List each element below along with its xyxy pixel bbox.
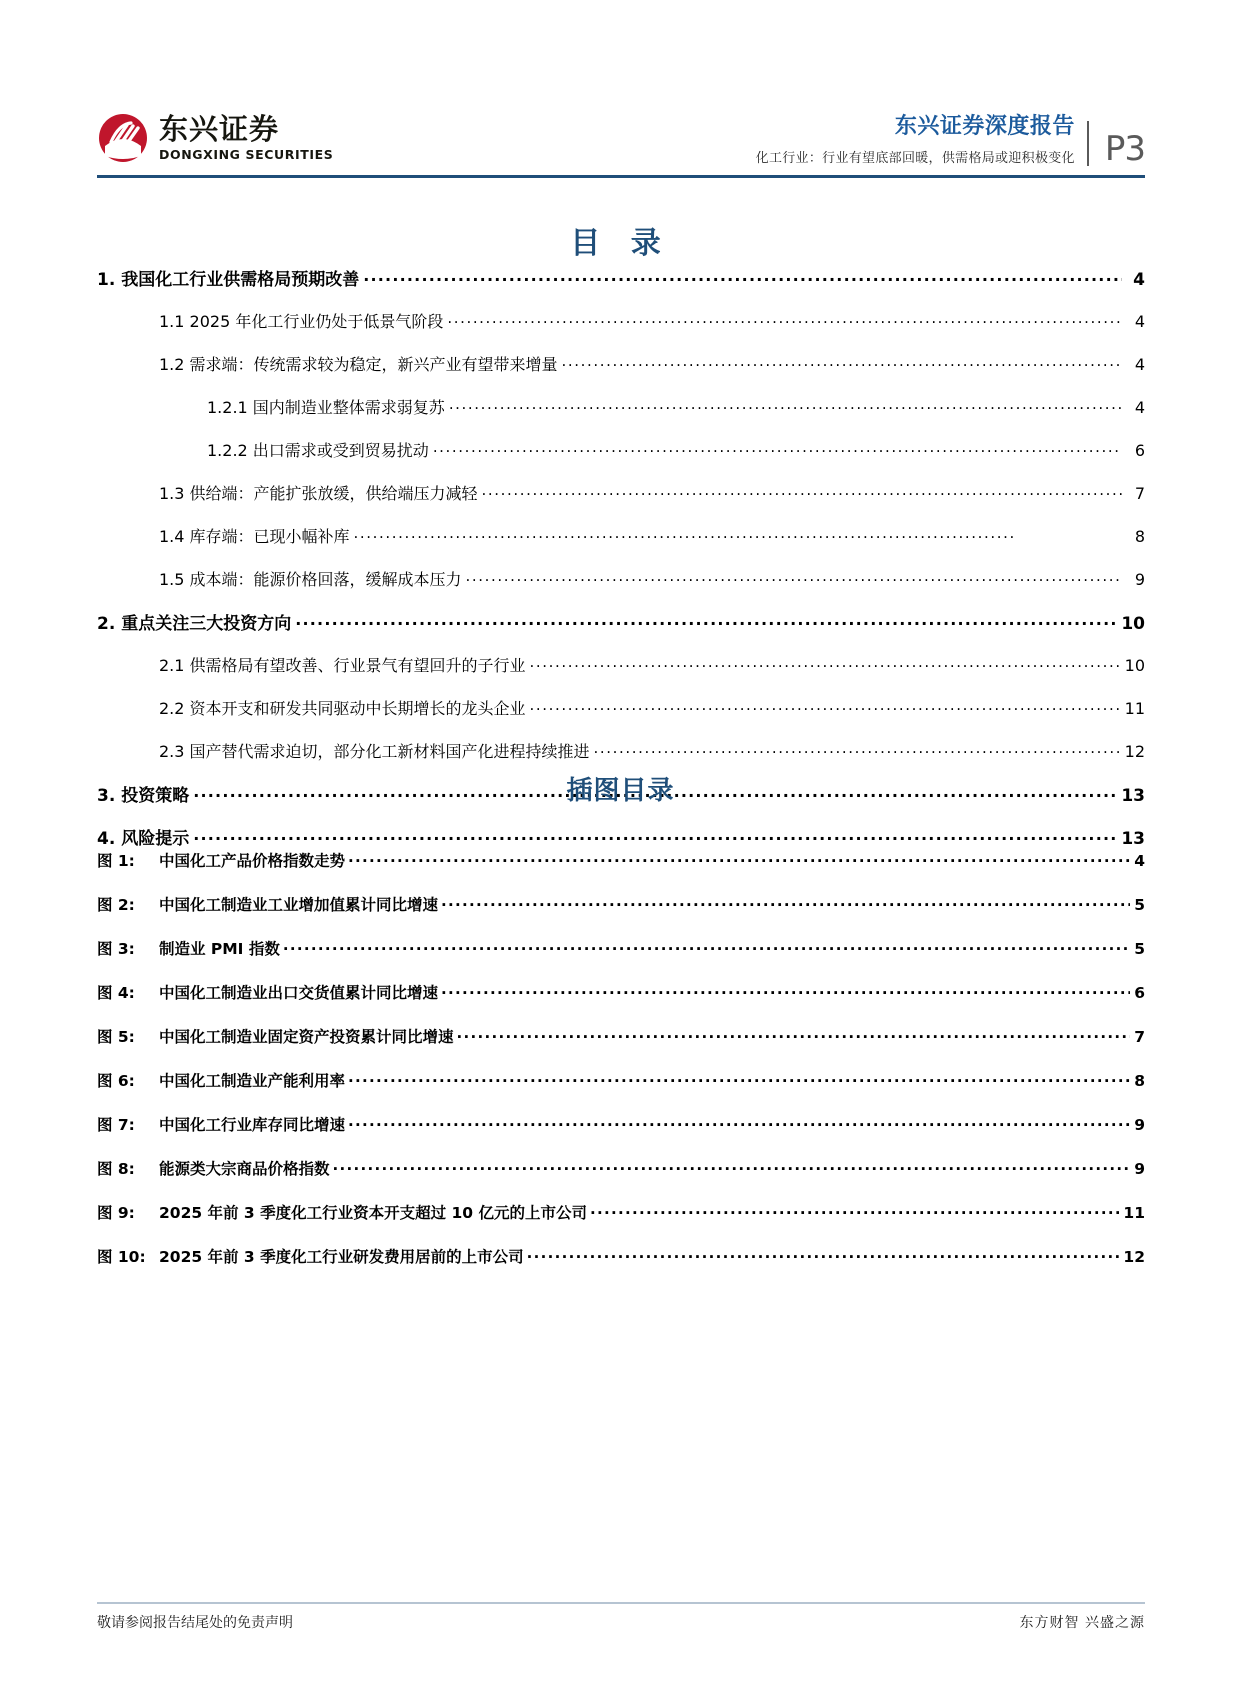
figure-entry-number: 图 10: [97,1247,146,1266]
figure-list-entry[interactable] [97,1158,1145,1177]
toc-entry-label: 1. 我国化工行业供需格局预期改善 [97,270,360,290]
toc-entry-label: 4. 风险提示 [97,829,190,849]
company-logo [97,112,333,168]
brand-wordmark [159,111,334,162]
figure-entry-page: 8 [1134,1071,1145,1090]
toc-entry[interactable] [97,268,1145,289]
figure-dot-leader [348,850,1130,866]
figure-entry-number: 图 7: [97,1115,135,1134]
figure-entry-page: 11 [1123,1203,1145,1222]
figure-dot-leader [527,1246,1120,1262]
figure-dot-leader [441,894,1130,910]
toc-dot-leader [466,569,1122,585]
figure-list-entry[interactable] [97,1026,1145,1045]
figure-entry-number: 图 4: [97,983,135,1002]
toc-entry[interactable] [97,354,1145,373]
dongxing-circle-logo-icon [97,112,149,164]
figure-entry-page: 5 [1134,895,1145,914]
brand-name-en: DONGXING SECURITIES [159,146,334,162]
toc-entry-label: 1.2 需求端：传统需求较为稳定，新兴产业有望带来增量 [159,355,558,374]
figure-list-entry[interactable] [97,1246,1145,1265]
toc-entry[interactable] [97,827,1145,848]
toc-entry-page: 6 [1134,441,1145,460]
figure-entry-page: 9 [1134,1159,1145,1178]
toc-entry-page: 12 [1124,742,1145,761]
figure-dot-leader [348,1070,1130,1086]
figure-list-entry[interactable] [97,850,1145,869]
figure-entry-page: 12 [1123,1247,1145,1266]
figure-entry-title: 制造业 PMI 指数 [159,939,280,958]
figure-list-entry[interactable] [97,938,1145,957]
toc-entry[interactable] [97,526,1145,545]
toc-heading: 目 录 [570,226,671,261]
figure-dot-leader [348,1114,1130,1130]
figure-entry-title: 2025 年前 3 季度化工行业资本开支超过 10 亿元的上市公司 [159,1203,587,1222]
toc-dot-leader [449,397,1122,413]
footer-rule [97,1602,1145,1604]
figure-entry-number: 图 1: [97,851,135,870]
toc-entry-page: 4 [1134,312,1145,331]
page-footer [97,1612,1145,1632]
toc-entry-page: 10 [1124,656,1145,675]
figure-list-entry[interactable] [97,982,1145,1001]
toc-entry-label: 1.1 2025 年化工行业仍处于低景气阶段 [159,312,444,331]
figure-entry-page: 5 [1134,939,1145,958]
report-type: 东兴证券深度报告 [894,113,1075,139]
toc-entry[interactable] [97,655,1145,674]
toc-entry-label: 2.3 国产替代需求迫切，部分化工新材料国产化进程持续推进 [159,742,590,761]
toc-dot-leader [530,698,1120,714]
toc-dot-leader [295,612,1116,629]
figure-dot-leader [590,1202,1119,1218]
figure-entry-title: 中国化工制造业产能利用率 [159,1071,346,1090]
figure-entry-title: 2025 年前 3 季度化工行业研发费用居前的上市公司 [159,1247,524,1266]
toc-entry[interactable] [97,698,1145,717]
page-header [97,88,1145,168]
toc-entry[interactable] [97,440,1145,459]
figure-entry-page: 4 [1134,851,1145,870]
page-number-label: P3 [1104,129,1145,169]
toc-entry-label: 2.1 供需格局有望改善、行业景气有望回升的子行业 [159,656,526,675]
header-title-group [756,113,1087,167]
toc-dot-leader [363,268,1122,285]
toc-dot-leader [354,526,1014,542]
toc-dot-leader [482,483,1122,499]
toc-entry-page: 4 [1133,270,1145,290]
toc-entry-page: 4 [1134,398,1145,417]
figure-entry-title: 中国化工制造业固定资产投资累计同比增速 [159,1027,454,1046]
report-subtitle: 化工行业：行业有望底部回暖，供需格局或迎积极变化 [755,151,1075,166]
figure-list-entry[interactable] [97,1114,1145,1133]
toc-dot-leader [193,827,1116,844]
figure-dot-leader [441,982,1130,998]
figure-entry-number: 图 3: [97,939,135,958]
footer-slogan: 东方财智 兴盛之源 [1019,1615,1145,1631]
toc-entry-label: 1.5 成本端：能源价格回落，缓解成本压力 [159,570,462,589]
figure-entry-title: 中国化工产品价格指数走势 [159,851,346,870]
toc-entry[interactable] [97,569,1145,588]
toc-entry-page: 9 [1134,570,1145,589]
toc-entry-label: 1.2.1 国内制造业整体需求弱复苏 [207,398,445,417]
figure-list-entry[interactable] [97,1202,1145,1221]
toc-dot-leader [562,354,1122,370]
toc-entry-label: 1.4 库存端：已现小幅补库 [159,527,350,546]
toc-dot-leader [530,655,1120,671]
toc-entry-label: 2.2 资本开支和研发共同驱动中长期增长的龙头企业 [159,699,526,718]
toc-dot-leader [433,440,1122,456]
figure-entry-title: 中国化工行业库存同比增速 [159,1115,346,1134]
figure-entry-page: 6 [1134,983,1145,1002]
brand-name-cn: 东兴证券 [159,111,280,146]
header-rule [97,175,1145,178]
figure-dot-leader [457,1026,1131,1042]
figure-entry-title: 中国化工制造业出口交货值累计同比增速 [159,983,439,1002]
figure-list [97,850,1145,1290]
figure-entry-number: 图 2: [97,895,135,914]
toc-entry-page: 13 [1121,829,1145,849]
toc-entry-page: 7 [1134,484,1145,503]
toc-entry[interactable] [97,483,1145,502]
toc-entry[interactable] [97,741,1145,760]
toc-entry[interactable] [97,311,1145,330]
toc-entry-page: 4 [1134,355,1145,374]
toc-entry-page: 8 [1134,527,1145,546]
toc-entry-label: 2. 重点关注三大投资方向 [97,614,292,634]
figure-entry-number: 图 9: [97,1203,135,1222]
footer-disclaimer: 敬请参阅报告结尾处的免责声明 [97,1615,293,1631]
figure-entry-number: 图 6: [97,1071,135,1090]
toc-entry[interactable] [97,397,1145,416]
figure-entry-title: 中国化工制造业工业增加值累计同比增速 [159,895,439,914]
figure-dot-leader [283,938,1130,954]
figure-list-entry[interactable] [97,894,1145,913]
figure-entry-number: 图 5: [97,1027,135,1046]
figure-dot-leader [333,1158,1131,1174]
toc-entry[interactable] [97,612,1145,633]
toc-dot-leader [594,741,1120,757]
toc-entry-label: 1.3 供给端：产能扩张放缓，供给端压力减轻 [159,484,478,503]
figure-entry-page: 7 [1134,1027,1145,1046]
toc-dot-leader [447,311,1122,327]
figure-list-entry[interactable] [97,1070,1145,1089]
figure-list-heading: 插图目录 [566,776,675,806]
toc-entry-label: 3. 投资策略 [97,786,190,806]
toc-entry-label: 1.2.2 出口需求或受到贸易扰动 [207,441,429,460]
toc-entry-page: 13 [1121,786,1145,806]
header-right-block [756,113,1145,169]
figure-entry-page: 9 [1134,1115,1145,1134]
toc-entry-page: 11 [1124,699,1145,718]
toc-entry-page: 10 [1121,614,1145,634]
figure-entry-title: 能源类大宗商品价格指数 [159,1159,330,1178]
figure-entry-number: 图 8: [97,1159,135,1178]
